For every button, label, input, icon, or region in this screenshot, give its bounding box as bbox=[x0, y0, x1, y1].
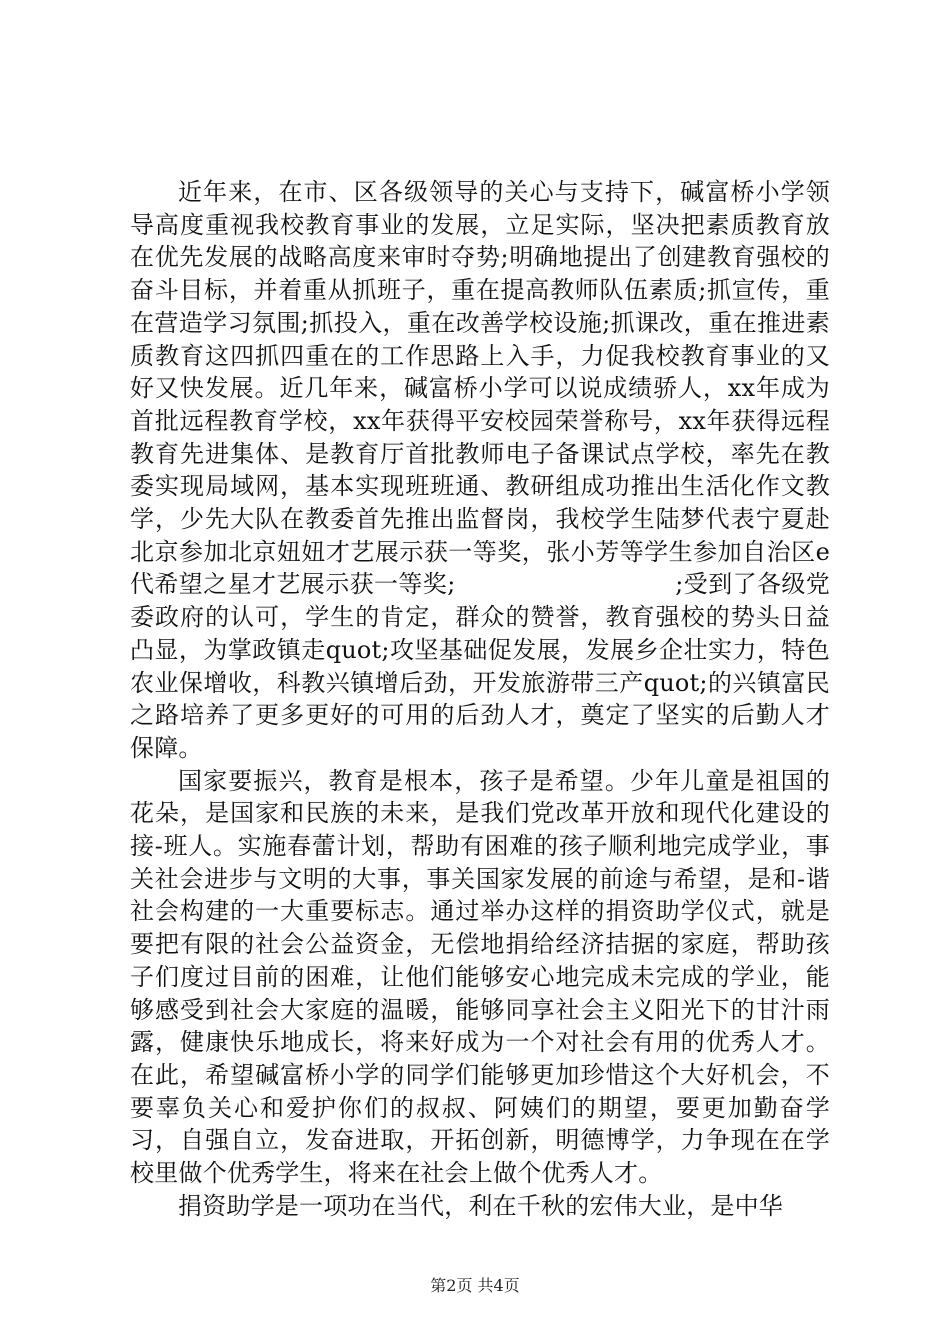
document-body bbox=[130, 176, 830, 1223]
body-paragraph: 国家要振兴，教育是根本，孩子是希望。少年儿童是祖国的花朵，是国家和民族的未来，是我们党改革开放和现代化建设的接-班人。实施春蕾计划，帮助有困难的孩子顺利地完成学业，事关社会进步与文明的大事，事关国家发展的前途与希望，是和-谐社会构建的一大重要标志。通过举办这样的捐资助学仪式，就是要把有限的社会公益资金，无偿地捐给经济拮据的家庭，帮助孩子们度过目前的困难，让他们能够安心地完成未完成的学业，能够感受到社会大家庭的温暖，能够同享社会主义阳光下的甘汁雨露，健康快乐地成长，将来好成为一个对社会有用的优秀人才。在此，希望碱富桥小学的同学们能够更加珍惜这个大好机会，不要辜负关心和爱护你们的叔叔、阿姨们的期望，要更加勤奋学习，自强自立，发奋进取，开拓创新，明德博学，力争现在在学校里做个优秀学生，将来在社会上做个优秀人才。 bbox=[130, 766, 830, 1188]
body-paragraph: 近年来，在市、区各级领导的关心与支持下，碱富桥小学领导高度重视我校教育事业的发展，立足实际，坚决把素质教育放在优先发展的战略高度来审时夺势;明确地提出了创建教育强校的奋斗目标，并着重从抓班子，重在提高教师队伍素质;抓宣传，重在营造学习氛围;抓投入，重在改善学校设施;抓课改，重在推进素质教育这四抓四重在的工作思路上入手，力促我校教育事业的又好又快发展。近几年来，碱富桥小学可以说成绩骄人，xx年成为首批远程教育学校，xx年获得平安校园荣誉称号，xx年获得远程教育先进集体、是教育厅首批教师电子备课试点学校，率先在教委实现局域网，基本实现班班通、教研组成功推出生活化作文教学，少先大队在教委首先推出监督岗，我校学生陆梦代表宁夏赴北京参加北京妞妞才艺展示获一等奖，张小芳等学生参加自治区e代希望之星才艺展示获一等奖; ;受到了各级党委政府的认可，学生的肯定，群众的赞誉，教育强校的势头日益凸显，为掌政镇走quot;攻坚基础促发展，发展乡企壮实力，特色农业保增收，科教兴镇增后劲，开发旅游带三产quot;的兴镇富民之路培养了更多更好的可用的后劲人才，奠定了坚实的后勤人才保障。 bbox=[130, 178, 830, 762]
body-paragraph: 捐资助学是一项功在当代，利在千秋的宏伟大业，是中华 bbox=[178, 1191, 783, 1220]
page-number: 第2页 共4页 bbox=[430, 1276, 520, 1295]
page-footer bbox=[0, 1273, 950, 1296]
